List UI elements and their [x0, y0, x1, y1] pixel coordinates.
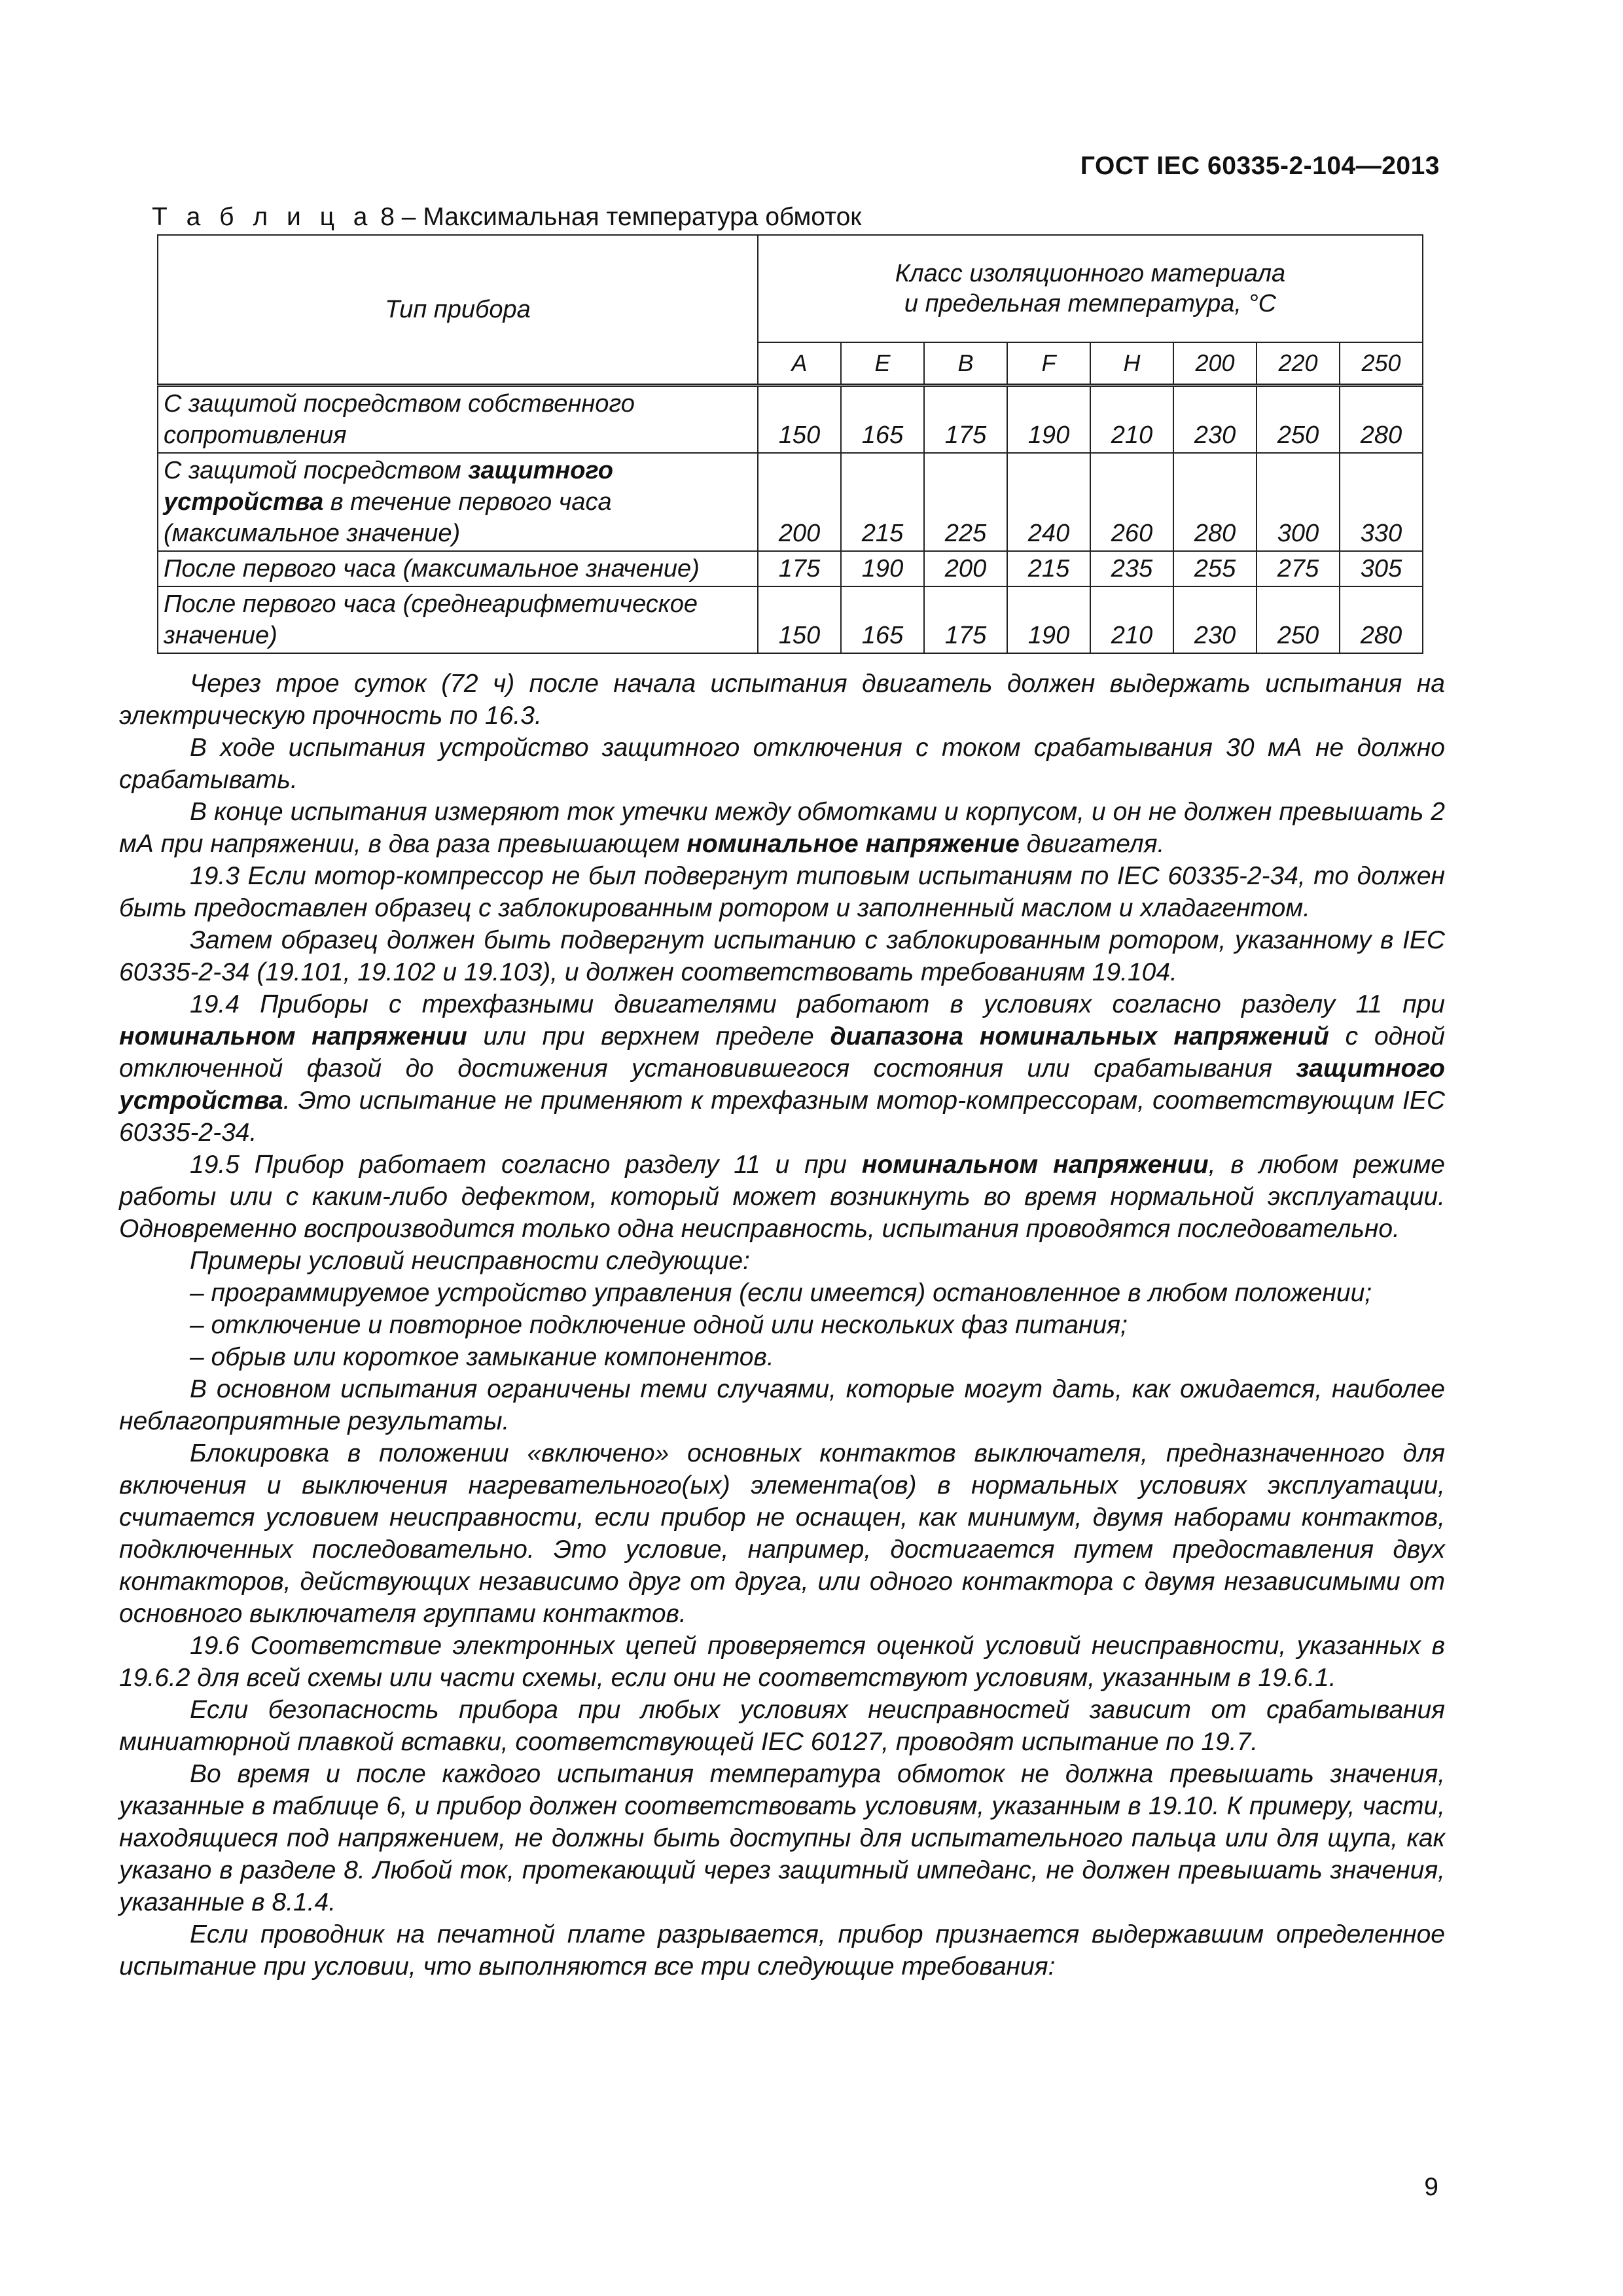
defined-term: номинальном напряжении [861, 1151, 1209, 1179]
paragraph-text: . Это испытание не применяют к трехфазным мотор-компрессорам, соответствующим IEC 60335-2-34. [119, 1086, 1445, 1147]
insulation-class-header: 220 [1257, 342, 1340, 386]
temperature-value-cell: 305 [1340, 551, 1423, 586]
temperature-value-cell: 275 [1257, 551, 1340, 586]
paragraph-text: В ходе испытания устройство защитного отключения с током срабатывания 30 мА не должно срабатывать. [119, 734, 1445, 794]
page-number: 9 [1424, 2173, 1438, 2201]
temperature-value-cell: 215 [841, 453, 924, 551]
device-type-cell [158, 551, 758, 586]
paragraph-text: Если безопасность прибора при любых условиях неисправностей зависит от срабатывания миниатюрной плавкой вставки, соответствующей IEC 60127, проводят испытание по 19.7. [119, 1696, 1445, 1756]
paragraph [119, 1245, 1445, 1277]
defined-term: номинальном напряжении [119, 1022, 467, 1050]
temperature-value-cell: 210 [1090, 586, 1173, 653]
temperature-value-cell: 260 [1090, 453, 1173, 551]
insulation-class-header: 250 [1340, 342, 1423, 386]
winding-temperature-table [157, 234, 1423, 654]
paragraph-text: 19.5 Прибор работает согласно разделу 11 и при [190, 1151, 862, 1179]
temperature-value-cell: 280 [1173, 453, 1257, 551]
temperature-value-cell: 150 [758, 386, 841, 454]
temperature-value-cell: 200 [758, 453, 841, 551]
insulation-class-header: H [1090, 342, 1173, 386]
paragraph-text: или при верхнем пределе [467, 1022, 830, 1050]
col-header-device-type: Тип прибора [158, 235, 758, 386]
device-type-text: С защитой посредством [164, 457, 469, 484]
temperature-value-cell: 175 [924, 386, 1007, 454]
table-caption-title: 8 – Максимальная температура обмоток [380, 203, 862, 231]
temperature-value-cell: 210 [1090, 386, 1173, 454]
col-header-class-line1: Класс изоляционного материала [895, 260, 1286, 287]
col-header-class-line2: и предельная температура, °С [904, 290, 1277, 317]
paragraph-text: Блокировка в положении «включено» основных контактов выключателя, предназначенного для включения и выключения нагревательного(ых) элемента(ов) в нормальных условиях эксплуатации, считается условием неисправности, если прибор не оснащен, как минимум, двумя наборами контактов, подключенных последовательно. Это условие, например, достигается путем предоставления двух контакторов, действующих независимо друг от друга, или одного контактора с двумя независимыми от основного выключателя группами контактов. [119, 1439, 1445, 1628]
temperature-value-cell: 330 [1340, 453, 1423, 551]
temperature-value-cell: 240 [1007, 453, 1090, 551]
table-caption [152, 203, 861, 232]
temperature-value-cell: 190 [1007, 586, 1090, 653]
insulation-class-header: F [1007, 342, 1090, 386]
paragraph [119, 1758, 1445, 1918]
paragraph [119, 1341, 1445, 1373]
temperature-value-cell: 150 [758, 586, 841, 653]
temperature-value-cell: 165 [841, 386, 924, 454]
paragraph [119, 1373, 1445, 1437]
temperature-value-cell: 300 [1257, 453, 1340, 551]
insulation-class-header: B [924, 342, 1007, 386]
table-row [158, 586, 1423, 653]
temperature-value-cell: 230 [1173, 586, 1257, 653]
paragraph-text: В конце испытания измеряют ток утечки между обмотками и корпусом, и он не должен превышать 2 мА при напряжении, в два раза превышающем [119, 798, 1445, 858]
defined-term: номинальное напряжение [687, 830, 1020, 858]
paragraph-text: , в любом режиме работы или с каким-либо дефектом, который может возникнуть во время нормальной эксплуатации. Одновременно воспроизводится только одна неисправность, испытания проводятся последовательно. [119, 1151, 1445, 1243]
temperature-value-cell: 175 [924, 586, 1007, 653]
paragraph-text: – обрыв или короткое замыкание компонентов. [190, 1343, 774, 1371]
paragraph [119, 1277, 1445, 1309]
table-row [158, 551, 1423, 586]
paragraph [119, 1694, 1445, 1758]
paragraph-text: 19.4 Приборы с трехфазными двигателями работают в условиях согласно разделу 11 при [190, 990, 1445, 1018]
device-type-text: С защитой посредством собственного сопротивления [164, 390, 635, 449]
paragraph-text: Затем образец должен быть подвергнут испытанию с заблокированным ротором, указанному в IEC 60335-2-34 (19.101, 19.102 и 19.103), и должен соответствовать требованиям 19.104. [119, 926, 1445, 986]
temperature-value-cell: 230 [1173, 386, 1257, 454]
paragraph [119, 924, 1445, 988]
col-header-insulation-class [758, 235, 1423, 342]
table-caption-label: Т а б л и ц а [152, 203, 374, 231]
paragraph-text: с одной отключенной фазой до достижения установившегося состояния или срабатывания [119, 1022, 1445, 1083]
body-text [119, 668, 1445, 1982]
temperature-value-cell: 255 [1173, 551, 1257, 586]
paragraph [119, 668, 1445, 732]
paragraph [119, 732, 1445, 796]
temperature-value-cell: 165 [841, 586, 924, 653]
paragraph [119, 860, 1445, 924]
device-type-text: После первого часа (среднеарифметическое значение) [164, 590, 698, 649]
table-row [158, 386, 1423, 454]
paragraph-text: Через трое суток (72 ч) после начала испытания двигатель должен выдержать испытания на электрическую прочность по 16.3. [119, 670, 1445, 730]
defined-term: защитного устройства [119, 1054, 1445, 1115]
temperature-value-cell: 175 [758, 551, 841, 586]
paragraph [119, 1149, 1445, 1245]
paragraph [119, 1630, 1445, 1694]
paragraph [119, 1309, 1445, 1341]
insulation-class-header: E [841, 342, 924, 386]
paragraph [119, 1437, 1445, 1630]
paragraph-text: Если проводник на печатной плате разрывается, прибор признается выдержавшим определенное испытание при условии, что выполняются все три следующие требования: [119, 1920, 1445, 1981]
paragraph-text: В основном испытания ограничены теми случаями, которые могут дать, как ожидается, наиболее неблагоприятные результаты. [119, 1375, 1445, 1435]
temperature-value-cell: 250 [1257, 586, 1340, 653]
temperature-value-cell: 215 [1007, 551, 1090, 586]
paragraph-text: – отключение и повторное подключение одной или нескольких фаз питания; [190, 1311, 1128, 1339]
temperature-value-cell: 200 [924, 551, 1007, 586]
paragraph [119, 796, 1445, 860]
temperature-value-cell: 250 [1257, 386, 1340, 454]
paragraph-text: Примеры условий неисправности следующие: [190, 1247, 750, 1275]
temperature-value-cell: 235 [1090, 551, 1173, 586]
paragraph-text: 19.6 Соответствие электронных цепей проверяется оценкой условий неисправности, указанных в 19.6.2 для всей схемы или части схемы, если они не соответствуют условиям, указанным в 19.6.1. [119, 1632, 1445, 1692]
temperature-value-cell: 280 [1340, 386, 1423, 454]
insulation-class-header: A [758, 342, 841, 386]
document-header: ГОСТ IEC 60335-2-104—2013 [1080, 152, 1440, 180]
device-type-text: в течение первого часа (максимальное значение) [164, 488, 612, 547]
temperature-value-cell: 190 [841, 551, 924, 586]
temperature-value-cell: 190 [1007, 386, 1090, 454]
device-type-cell [158, 586, 758, 653]
defined-term: диапазона номинальных напряжений [830, 1022, 1329, 1050]
paragraph-text: Во время и после каждого испытания температура обмоток не должна превышать значения, указанные в таблице 6, и прибор должен соответствовать условиям, указанным в 19.10. К примеру, части, находящиеся под напряжением, не должны быть доступны для испытательного пальца или для щупа, как указано в разделе 8. Любой ток, протекающий через защитный импеданс, не должен превышать значения, указанные в 8.1.4. [119, 1760, 1445, 1916]
device-type-text: После первого часа (максимальное значение) [164, 555, 700, 583]
table-row [158, 453, 1423, 551]
paragraph-text: 19.3 Если мотор-компрессор не был подвергнут типовым испытаниям по IEC 60335-2-34, то должен быть предоставлен образец с заблокированным ротором и заполненный маслом и хладагентом. [119, 862, 1445, 922]
paragraph-text: – программируемое устройство управления (если имеется) остановленное в любом положении; [190, 1279, 1372, 1307]
insulation-class-header: 200 [1173, 342, 1257, 386]
paragraph-text: двигателя. [1019, 830, 1165, 858]
temperature-value-cell: 225 [924, 453, 1007, 551]
paragraph [119, 1918, 1445, 1982]
device-type-cell [158, 453, 758, 551]
paragraph [119, 988, 1445, 1149]
device-type-text: защитного устройства [164, 457, 613, 516]
device-type-cell [158, 386, 758, 454]
temperature-value-cell: 280 [1340, 586, 1423, 653]
